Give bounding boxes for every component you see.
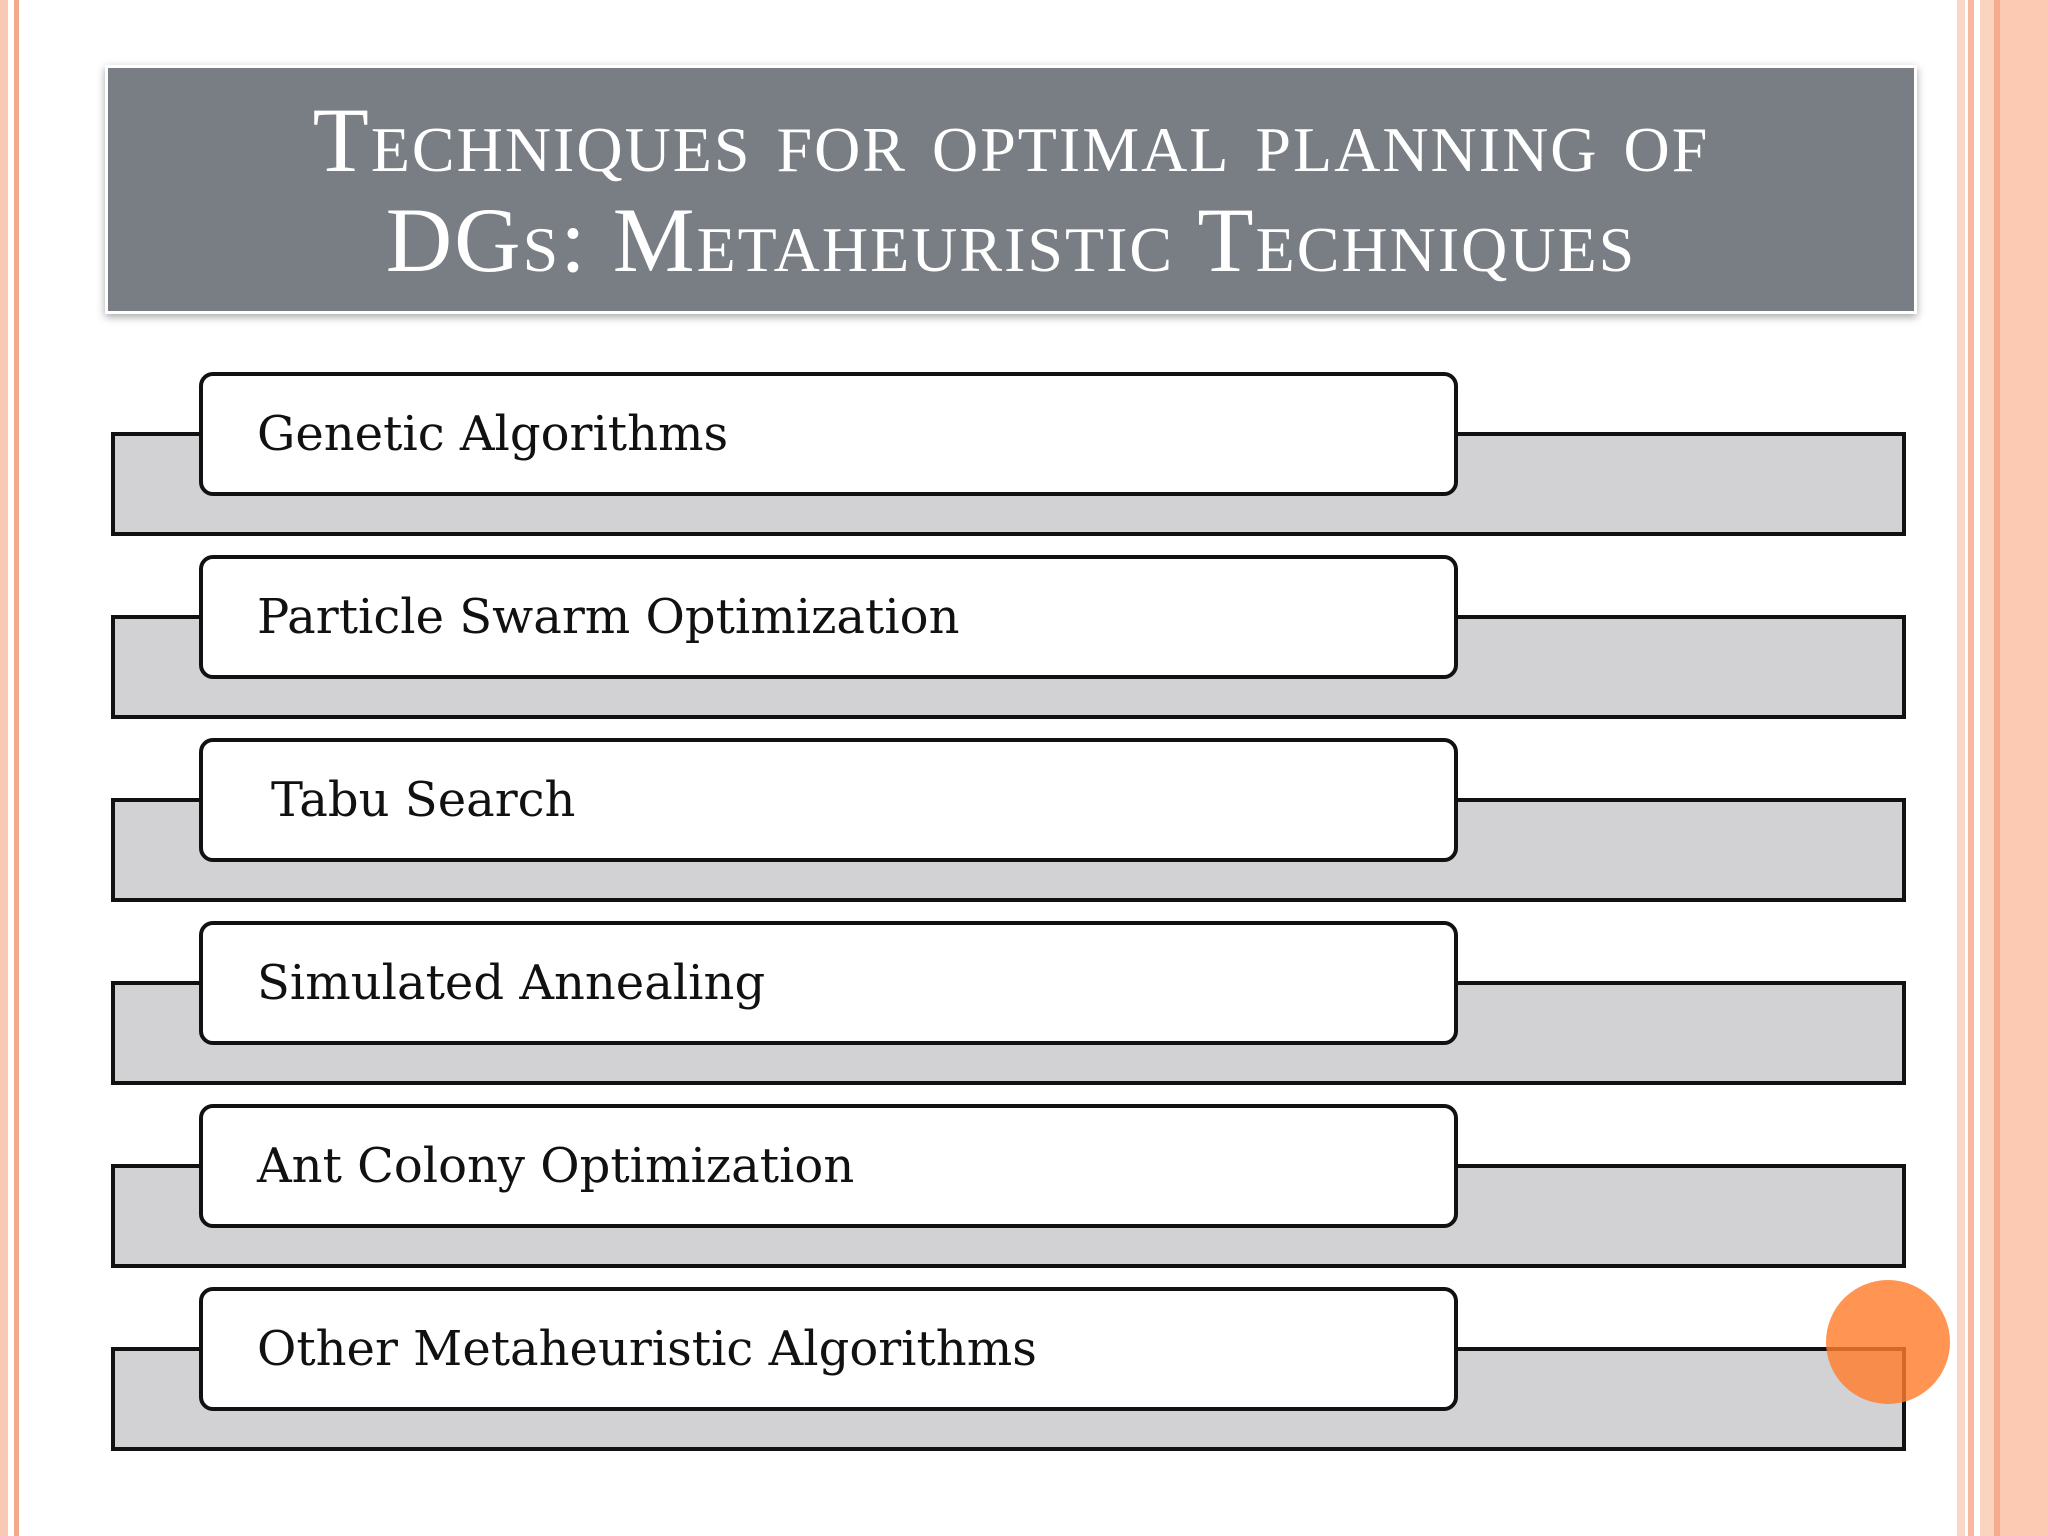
list-item-label: Other Metaheuristic Algorithms [257,1321,1037,1377]
list-item-box [199,921,1458,1045]
slide-title-bar [105,65,1917,314]
list-item-label: Tabu Search [271,772,576,828]
list-item [0,1287,2048,1457]
slide-title-line-2: DGs: Metaheuristic Techniques [385,188,1637,291]
list-item [0,372,2048,542]
list-item-box [199,1104,1458,1228]
list-item-label: Simulated Annealing [257,955,766,1011]
orange-circle-decoration [1826,1280,1950,1404]
slide-title-line-1: Techniques for optimal planning of [312,88,1710,191]
list-item-label: Genetic Algorithms [257,406,729,462]
list-item [0,1104,2048,1274]
list-item [0,921,2048,1091]
list-item-box [199,1287,1458,1411]
list-item [0,555,2048,725]
list-item [0,738,2048,908]
list-item-label: Ant Colony Optimization [257,1138,855,1194]
list-item-box [199,372,1458,496]
list-item-label: Particle Swarm Optimization [257,589,960,645]
list-item-box [199,555,1458,679]
list-item-box [199,738,1458,862]
